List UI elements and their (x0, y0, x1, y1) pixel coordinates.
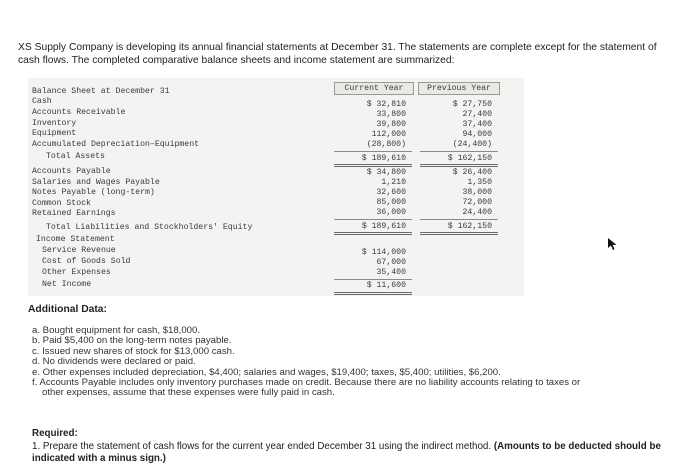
cell-value: 27,400 (462, 110, 492, 119)
row-label-total: Total Liabilities and Stockholders' Equity (46, 223, 253, 232)
cell-value: $ 27,750 (452, 100, 492, 109)
additional-data-heading: Additional Data: (28, 304, 107, 315)
cell-value: $ 26,400 (452, 168, 492, 177)
cell-value: (24,400) (452, 140, 492, 149)
row-label: Salaries and Wages Payable (32, 178, 160, 187)
row-label: Other Expenses (42, 268, 111, 277)
row-label: Service Revenue (42, 246, 116, 255)
cell-value: 35,400 (376, 268, 406, 277)
mouse-cursor-icon (608, 238, 617, 253)
subtotal-rule (420, 151, 498, 152)
row-label-total: Total Assets (46, 152, 105, 161)
additional-item-a: a. Bought equipment for cash, $18,000. (32, 325, 201, 336)
section-heading-balance-sheet: Balance Sheet at December 31 (32, 87, 170, 96)
additional-item-e: e. Other expenses included depreciation, $4,400; salaries and wages, $19,400; taxes, $5,400; utilities, $6,200. (32, 366, 501, 378)
cell-value: (28,800) (366, 140, 406, 149)
cell-value: 37,400 (462, 120, 492, 129)
cell-value: 1,350 (467, 178, 492, 187)
cell-value: 38,000 (462, 188, 492, 197)
additional-item-c: c. Issued new shares of stock for $13,000 cash. (32, 345, 235, 357)
additional-item-f: f. Accounts Payable includes only inventory purchases made on credit. Because there are no liability accounts relating to taxes or (32, 377, 581, 389)
required-bold-note: (Amounts to be deducted should be indicated with a minus sign.) (32, 441, 661, 464)
total-double-rule (334, 232, 412, 235)
cell-value: 24,400 (462, 208, 492, 217)
cell-value-total: $ 162,150 (447, 154, 492, 163)
additional-item-b: b. Paid $5,400 on the long-term notes payable. (32, 335, 232, 347)
cell-value: 94,000 (462, 130, 492, 139)
required-text: 1. Prepare the statement of cash flows for the current year ended December 31 using the indirect method. (32, 441, 492, 452)
column-header-current-year: Current Year (334, 82, 414, 95)
required-instruction (32, 441, 672, 464)
cell-value-total: $ 11,600 (366, 281, 406, 290)
total-double-rule (420, 164, 498, 167)
subtotal-rule (420, 219, 498, 220)
row-label: Notes Payable (long-term) (32, 188, 155, 197)
total-double-rule (334, 164, 412, 167)
additional-item-d: d. No dividends were declared or paid. (32, 356, 196, 368)
row-label: Accounts Receivable (32, 108, 126, 117)
cell-value: $ 32,810 (366, 100, 406, 109)
section-heading-income-statement: Income Statement (36, 235, 115, 244)
row-label: Equipment (32, 129, 77, 138)
total-double-rule (420, 232, 498, 235)
cell-value: 1,210 (381, 178, 406, 187)
cell-value: 36,000 (376, 208, 406, 217)
column-header-previous-year: Previous Year (418, 82, 500, 95)
cell-value-total: $ 162,150 (447, 222, 492, 231)
subtotal-rule (334, 151, 412, 152)
row-label: Retained Earnings (32, 209, 116, 218)
cell-value: 85,000 (376, 198, 406, 207)
row-label: Net Income (42, 280, 92, 289)
cell-value: 33,800 (376, 110, 406, 119)
cell-value: $ 114,000 (361, 248, 406, 257)
required-heading: Required: (32, 428, 78, 439)
cell-value: 39,800 (376, 120, 406, 129)
cell-value: 72,000 (462, 198, 492, 207)
cell-value: 112,000 (371, 130, 406, 139)
row-label: Cash (32, 97, 52, 106)
row-label: Accumulated Depreciation–Equipment (32, 140, 200, 149)
cell-value: $ 34,800 (366, 168, 406, 177)
cell-value: 67,000 (376, 258, 406, 267)
cell-value-total: $ 189,610 (361, 154, 406, 163)
problem-intro: XS Supply Company is developing its annual financial statements at December 31. The statements are complete except for the statement of cash flows. The completed comparative balance sheets and income statement are summarized: (18, 42, 657, 66)
row-label: Cost of Goods Sold (42, 257, 131, 266)
row-label: Common Stock (32, 199, 91, 208)
additional-data-list (32, 326, 652, 399)
subtotal-rule (334, 279, 412, 280)
additional-item-f-continued: other expenses, assume that these expenses were fully paid in cash. (42, 387, 335, 399)
total-double-rule (334, 292, 412, 295)
row-label: Accounts Payable (32, 167, 111, 176)
cell-value-total: $ 189,610 (361, 222, 406, 231)
row-label: Inventory (32, 119, 77, 128)
cell-value: 32,600 (376, 188, 406, 197)
financial-statements-table (28, 78, 524, 296)
subtotal-rule (334, 219, 412, 220)
